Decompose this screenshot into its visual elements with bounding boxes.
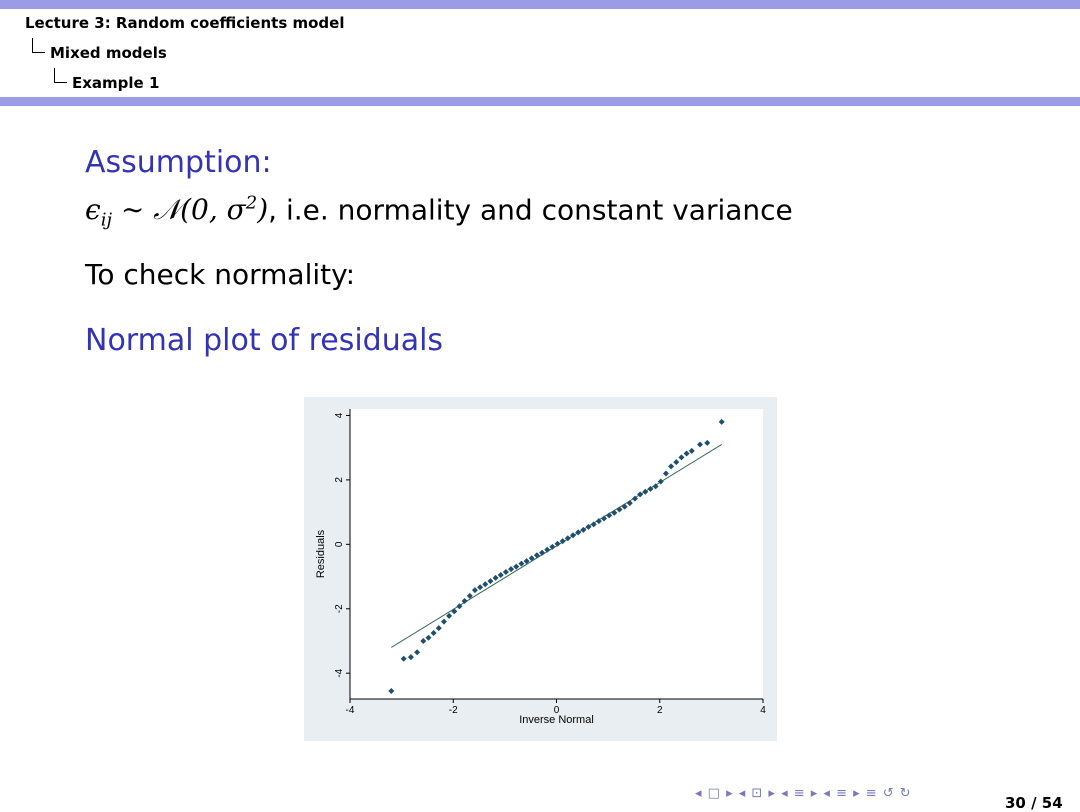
y-tick-label: 2 bbox=[334, 477, 345, 483]
beamer-navigation[interactable]: ◂ □ ▸ ◂ ⊡ ▸ ◂ ≡ ▸ ◂ ≡ ▸ ≡ ↺ ↻ bbox=[695, 786, 912, 801]
breadcrumb-subsection-label: Example 1 bbox=[72, 74, 160, 92]
assumption-formula-line bbox=[85, 193, 793, 231]
x-axis-label: Inverse Normal bbox=[519, 714, 594, 726]
x-tick-label: 4 bbox=[760, 705, 766, 716]
x-tick-label: 0 bbox=[553, 705, 560, 716]
header-separator-band bbox=[0, 97, 1080, 106]
y-tick-label: -2 bbox=[334, 604, 345, 614]
breadcrumb-section-label: Mixed models bbox=[50, 44, 167, 62]
breadcrumb-lecture: Lecture 3: Random coefficients model bbox=[25, 14, 345, 32]
page-number: 30 / 54 bbox=[1005, 794, 1063, 812]
x-tick-label: -4 bbox=[345, 705, 355, 716]
assumption-description: , i.e. normality and constant variance bbox=[268, 193, 793, 227]
tree-connector-icon bbox=[54, 68, 67, 83]
tree-connector-icon bbox=[32, 38, 45, 53]
y-axis-label: Residuals bbox=[315, 529, 327, 579]
y-tick-label: 0 bbox=[334, 541, 345, 548]
x-tick-label: -2 bbox=[448, 705, 458, 716]
x-tick-label: 2 bbox=[656, 705, 663, 716]
check-normality-text: To check normality: bbox=[85, 258, 356, 291]
plot-svg bbox=[304, 397, 777, 741]
breadcrumb-subsection bbox=[72, 74, 159, 92]
plot-heading: Normal plot of residuals bbox=[85, 323, 444, 358]
assumption-heading: Assumption: bbox=[85, 145, 272, 180]
top-header-band bbox=[0, 0, 1080, 9]
y-tick-label: 4 bbox=[334, 412, 345, 419]
breadcrumb-section bbox=[50, 44, 167, 62]
y-tick-label: -4 bbox=[334, 668, 345, 678]
assumption-formula: $\epsilon_{ij}$ ∼ 𝒩(0, $\sigma^2$) bbox=[85, 193, 269, 231]
normal-probability-plot bbox=[304, 397, 777, 741]
